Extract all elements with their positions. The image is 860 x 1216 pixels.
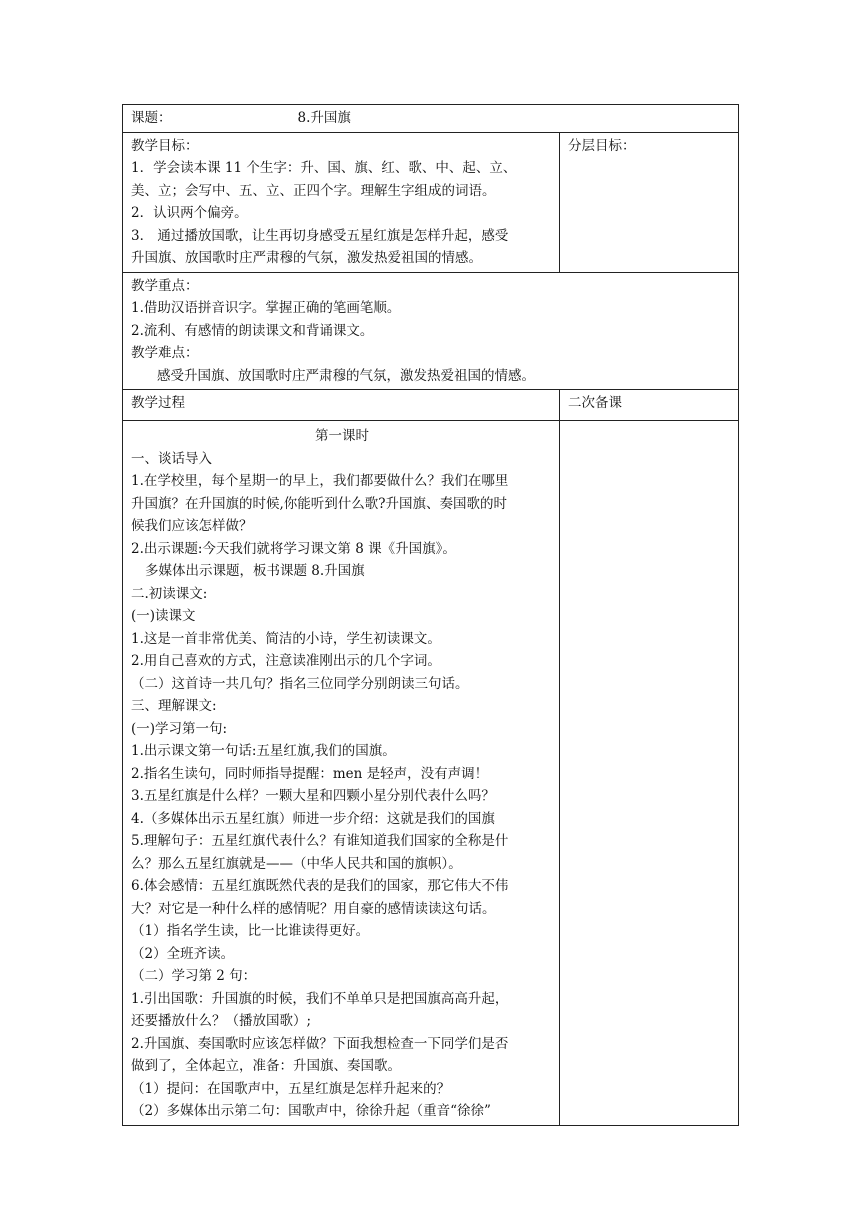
process-line: 候我们应该怎样做？ <box>131 518 253 534</box>
process-line: （1）指名学生读，比一比谁读得更好。 <box>131 923 370 939</box>
second-prep-cell <box>560 421 739 1126</box>
lesson-plan-table <box>122 104 739 1126</box>
second-prep-heading: 二次备课 <box>568 395 622 411</box>
key-points-cell <box>123 272 739 390</box>
objectives-row <box>123 132 739 272</box>
objectives-heading: 教学目标： <box>131 137 199 154</box>
process-line: 多媒体出示课题，板书课题 8.升国旗 <box>145 563 365 579</box>
objective-line: 2．认识两个偏旁。 <box>131 205 248 221</box>
process-line: 2.指名生读句，同时师指导提醒：men 是轻声，没有声调！ <box>131 765 489 782</box>
process-line: 还要播放什么？（播放国歌）; <box>131 1013 312 1029</box>
title-cell <box>123 105 739 133</box>
difficulty-line: 感受升国旗、放国歌时庄严肃穆的气氛，激发热爱祖国的情感。 <box>157 367 535 384</box>
tiered-objectives-heading: 分层目标： <box>568 137 636 154</box>
process-line: 1.在学校里，每个星期一的早上，我们都要做什么？我们在哪里 <box>131 473 509 489</box>
objectives-cell <box>123 132 560 272</box>
process-line: 做到了，全体起立，准备：升国旗、奏国歌。 <box>131 1058 401 1074</box>
process-line: 2.出示课题:今天我们就将学习课文第 8 课《升国旗》。 <box>131 540 456 557</box>
process-line: 1.引出国歌：升国旗的时候，我们不单单只是把国旗高高升起， <box>131 990 509 1007</box>
process-line: 2.升国旗、奏国歌时应该怎样做？下面我想检查一下同学们是否 <box>131 1035 509 1052</box>
objective-line: 升国旗、放国歌时庄严肃穆的气氛，激发热爱祖国的情感。 <box>131 250 482 266</box>
key-point-line: 2.流利、有感情的朗读课文和背诵课文。 <box>131 322 374 339</box>
objective-line: 美、立；会写中、五、立、正四个字。理解生字组成的词语。 <box>131 182 496 199</box>
process-body-cell <box>123 421 560 1126</box>
process-line: （2）全班齐读。 <box>131 945 235 962</box>
process-header-row <box>123 390 739 421</box>
process-line: (一)学习第一句: <box>131 720 228 737</box>
lesson-title: 8.升国旗 <box>297 110 351 126</box>
process-line: 么？那么五星红旗就是——（中华人民共和国的旗帜）。 <box>131 855 462 872</box>
tiered-objectives-cell <box>560 132 739 272</box>
process-line: 2.用自己喜欢的方式，注意读准刚出示的几个字词。 <box>131 653 441 669</box>
key-points-row <box>123 272 739 390</box>
process-line: （二）这首诗一共几句？指名三位同学分别朗读三句话。 <box>131 675 469 692</box>
process-body-row <box>123 421 739 1126</box>
process-line: 升国旗？在升国旗的时候,你能听到什么歌?升国旗、奏国歌的时 <box>131 495 508 512</box>
objective-line: 3． 通过播放国歌，让生再切身感受五星红旗是怎样升起，感受 <box>131 227 509 244</box>
process-line: 大？对它是一种什么样的感情呢？用自豪的感情读读这句话。 <box>131 900 496 917</box>
process-line: 1.这是一首非常优美、简洁的小诗，学生初读课文。 <box>131 630 441 647</box>
process-line: 3.五星红旗是什么样？一颗大星和四颗小星分别代表什么吗？ <box>131 788 495 804</box>
key-points-heading: 教学重点： <box>131 277 199 294</box>
process-line: 三、理解课文: <box>131 698 217 714</box>
process-line: （1）提问：在国歌声中，五星红旗是怎样升起来的？ <box>131 1080 451 1097</box>
difficulty-heading: 教学难点： <box>131 345 199 361</box>
process-line: 一、谈话导入 <box>131 450 212 467</box>
title-row <box>123 105 739 133</box>
process-line: （2）多媒体出示第二句：国歌声中，徐徐升起（重音“徐徐” <box>131 1103 491 1119</box>
objective-line: 1．学会读本课 11 个生字：升、国、旗、红、歌、中、起、立、 <box>131 160 517 176</box>
key-point-line: 1.借助汉语拼音识字。掌握正确的笔画笔顺。 <box>131 300 401 316</box>
process-line: 6.体会感情：五星红旗既然代表的是我们的国家，那它伟大不伟 <box>131 878 509 894</box>
process-line: 5.理解句子：五星红旗代表什么？有谁知道我们国家的全称是什 <box>131 833 509 849</box>
process-heading-cell <box>123 390 560 421</box>
second-prep-heading-cell <box>560 390 739 421</box>
process-line: 1.出示课文第一句话:五星红旗,我们的国旗。 <box>131 743 396 759</box>
process-line: 二.初读课文: <box>131 585 208 602</box>
session-title: 第一课时 <box>315 428 369 444</box>
process-line: （二）学习第 2 句： <box>131 968 257 984</box>
process-line: (一)读课文 <box>131 608 196 624</box>
process-line: 4.（多媒体出示五星红旗）师进一步介绍：这就是我们的国旗 <box>131 810 495 827</box>
process-heading: 教学过程 <box>131 395 185 411</box>
topic-label: 课题： <box>131 110 172 126</box>
